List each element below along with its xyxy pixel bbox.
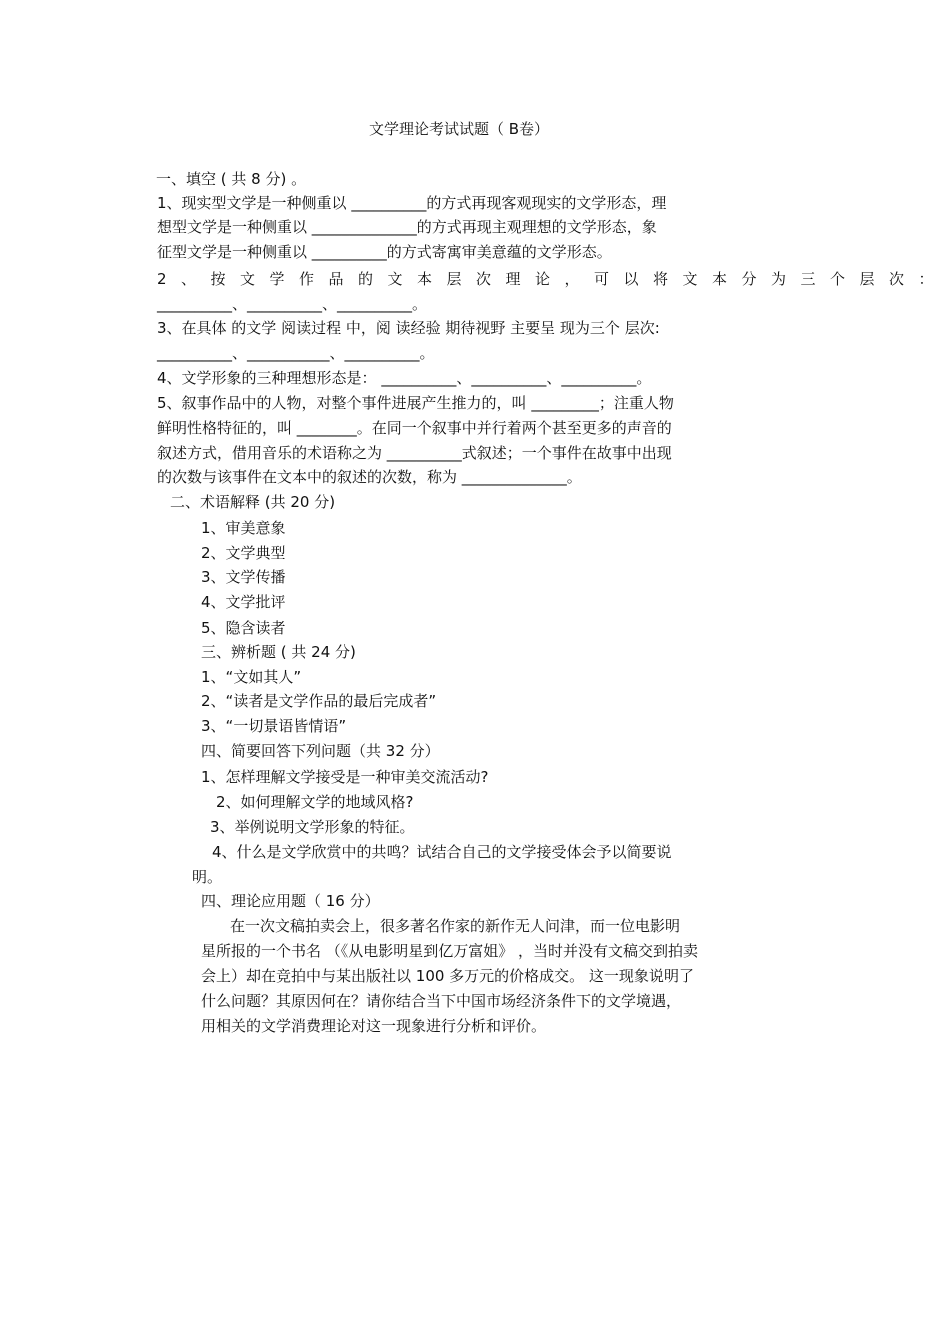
q3-line-1: 3、在具体 的文学 阅读过程 中，阅 读经验 期待视野 主要呈 现为三个 层次: — [157, 319, 660, 337]
section-3-heading: 三、辨析题 ( 共 24 分) — [201, 643, 356, 661]
q5-line-3: 叙述方式，借用音乐的术语称之为 __________式叙述；一个事件在故事中出现 — [157, 444, 672, 462]
s5-line-4: 什么问题？其原因何在？请你结合当下中国市场经济条件下的文学境遇， — [201, 992, 682, 1010]
s4-q3: 3、举例说明文学形象的特征。 — [210, 818, 415, 836]
s4-q4-line-2: 明。 — [192, 868, 223, 886]
q3-line-2: __________、___________、__________。 — [157, 344, 435, 362]
s5-line-1: 在一次文稿拍卖会上，很多著名作家的新作无人问津，而一位电影明 — [230, 917, 681, 935]
q5-line-2: 鲜明性格特征的，叫 ________。在同一个叙事中并行着两个甚至更多的声音的 — [157, 419, 672, 437]
s2-item-2: 2、文学典型 — [201, 544, 286, 562]
q5-line-1: 5、叙事作品中的人物，对整个事件进展产生推力的，叫 _________；注重人物 — [157, 394, 674, 412]
s5-line-5: 用相关的文学消费理论对这一现象进行分析和评价。 — [201, 1017, 547, 1035]
q4-line: 4、文学形象的三种理想形态是： __________、__________、__________。 — [157, 369, 652, 387]
section-5-heading: 四、理论应用题（ 16 分） — [201, 892, 380, 910]
s2-item-4: 4、文学批评 — [201, 593, 286, 611]
q2-line-1-text: 2、按文学作品的文本层次理论，可以将文本分为三个层次： — [157, 270, 949, 288]
q2-line-2: __________、__________、__________。 — [157, 295, 428, 313]
s4-q1: 1、怎样理解文学接受是一种审美交流活动? — [201, 768, 489, 786]
q2-line-1 — [157, 270, 949, 288]
s3-item-2: 2、“读者是文学作品的最后完成者” — [201, 692, 437, 710]
section-2-heading: 二、术语解释 (共 20 分) — [170, 493, 336, 511]
s3-item-1: 1、“文如其人” — [201, 668, 302, 686]
s2-item-3: 3、文学传播 — [201, 568, 286, 586]
q1-line-1: 1、现实型文学是一种侧重以 __________的方式再现客观现实的文学形态，理 — [157, 194, 667, 212]
section-4-heading: 四、简要回答下列问题（共 32 分） — [201, 742, 440, 760]
s4-q4-line-1: 4、什么是文学欣赏中的共鸣？试结合自己的文学接受体会予以简要说 — [212, 843, 672, 861]
s2-item-5: 5、隐含读者 — [201, 619, 286, 637]
q1-line-2: 想型文学是一种侧重以 ______________的方式再现主观理想的文学形态，象 — [157, 218, 657, 236]
s4-q2: 2、如何理解文学的地域风格? — [216, 793, 414, 811]
s5-line-2: 星所报的一个书名 （《从电影明星到亿万富姐》 ，当时并没有文稿交到拍卖 — [201, 942, 699, 960]
s5-line-3: 会上）却在竞拍中与某出版社以 100 多万元的价格成交。 这一现象说明了 — [201, 967, 694, 985]
q1-line-3: 征型文学是一种侧重以 __________的方式寄寓审美意蕴的文学形态。 — [157, 243, 612, 261]
s3-item-3: 3、“一切景语皆情语” — [201, 717, 347, 735]
section-1-heading: 一、填空 ( 共 8 分) 。 — [156, 170, 307, 188]
document-title: 文学理论考试试题（ B卷） — [369, 120, 550, 138]
q5-line-4: 的次数与该事件在文本中的叙述的次数，称为 ______________。 — [157, 468, 582, 486]
s2-item-1: 1、审美意象 — [201, 519, 286, 537]
